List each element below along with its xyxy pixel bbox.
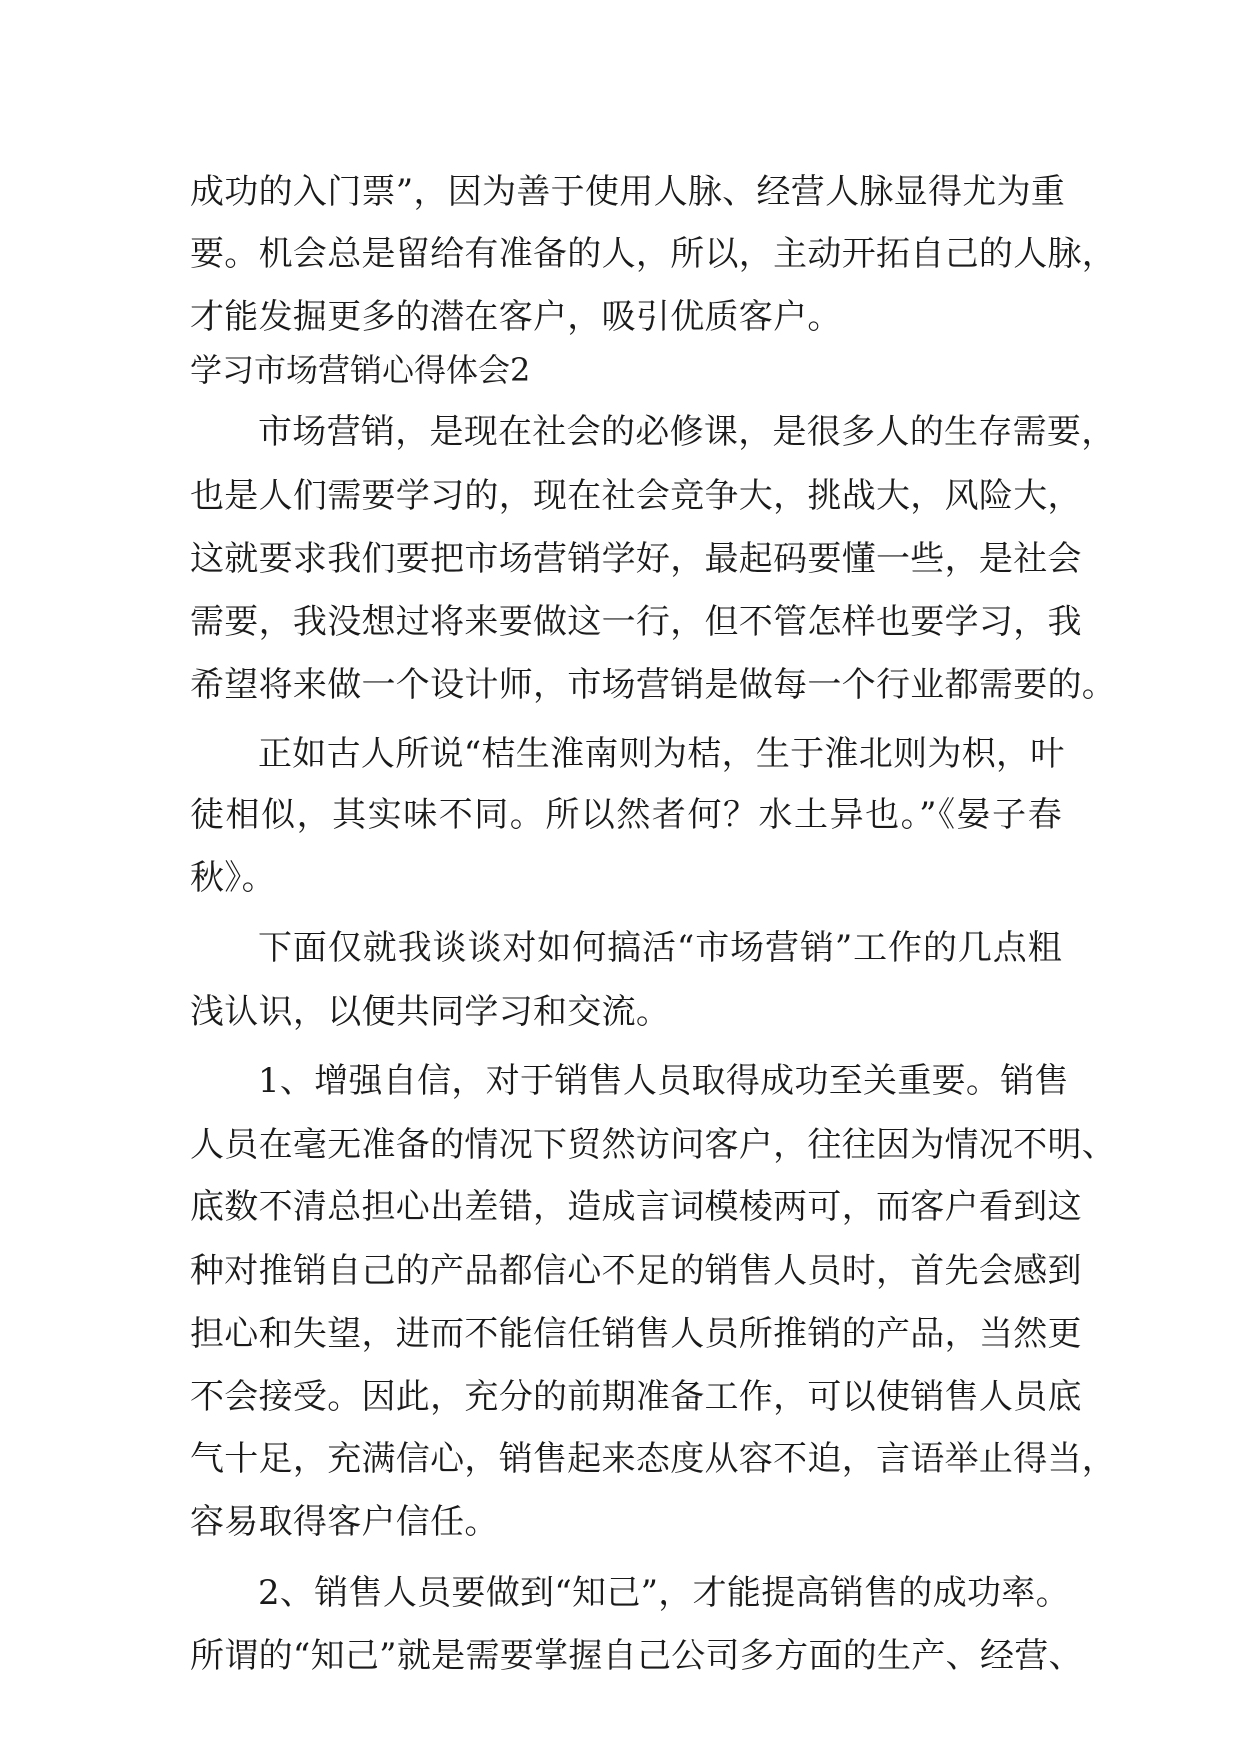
text-line: 担心和失望，进而不能信任销售人员所推销的产品，当然更 bbox=[190, 1314, 1082, 1354]
text-line: 人员在毫无准备的情况下贸然访问客户，往往因为情况不明、 bbox=[190, 1125, 1117, 1165]
text-line: 才能发掘更多的潜在客户，吸引优质客户。 bbox=[190, 297, 842, 337]
text-line: 这就要求我们要把市场营销学好，最起码要懂一些，是社会 bbox=[190, 539, 1082, 579]
text-line: 秋》。 bbox=[190, 858, 276, 898]
section-heading: 学习市场营销心得体会2 bbox=[190, 351, 531, 389]
text-line: 希望将来做一个设计师，市场营销是做每一个行业都需要的。 bbox=[190, 665, 1117, 705]
text-line: 也是人们需要学习的，现在社会竞争大，挑战大，风险大， bbox=[190, 476, 1082, 516]
text-line: 成功的入门票”，因为善于使用人脉、经营人脉显得尤为重 bbox=[190, 172, 1066, 212]
text-line: 不会接受。因此，充分的前期准备工作，可以使销售人员底 bbox=[190, 1377, 1082, 1417]
text-line: 徒相似，其实味不同。所以然者何？水土异也。”《晏子春 bbox=[190, 795, 1062, 835]
text-line: 种对推销自己的产品都信心不足的销售人员时，首先会感到 bbox=[190, 1251, 1082, 1291]
text-line: 容易取得客户信任。 bbox=[190, 1502, 499, 1542]
text-line: 底数不清总担心出差错，造成言词模棱两可，而客户看到这 bbox=[190, 1187, 1082, 1227]
text-line: 2、销售人员要做到“知己”，才能提高销售的成功率。 bbox=[258, 1573, 1070, 1613]
text-line: 需要，我没想过将来要做这一行，但不管怎样也要学习，我 bbox=[190, 602, 1082, 642]
text-line: 要。机会总是留给有准备的人，所以，主动开拓自己的人脉， bbox=[190, 234, 1117, 274]
text-line: 浅认识，以便共同学习和交流。 bbox=[190, 992, 671, 1032]
text-line: 下面仅就我谈谈对如何搞活“市场营销”工作的几点粗 bbox=[258, 928, 1062, 968]
text-line: 正如古人所说“桔生淮南则为桔，生于淮北则为枳，叶 bbox=[258, 734, 1065, 774]
text-line: 市场营销，是现在社会的必修课，是很多人的生存需要， bbox=[258, 412, 1116, 452]
text-line: 1、增强自信，对于销售人员取得成功至关重要。销售 bbox=[258, 1061, 1069, 1101]
text-line: 所谓的“知己”就是需要掌握自己公司多方面的生产、经营、 bbox=[190, 1636, 1083, 1676]
text-line: 气十足，充满信心，销售起来态度从容不迫，言语举止得当， bbox=[190, 1439, 1117, 1479]
